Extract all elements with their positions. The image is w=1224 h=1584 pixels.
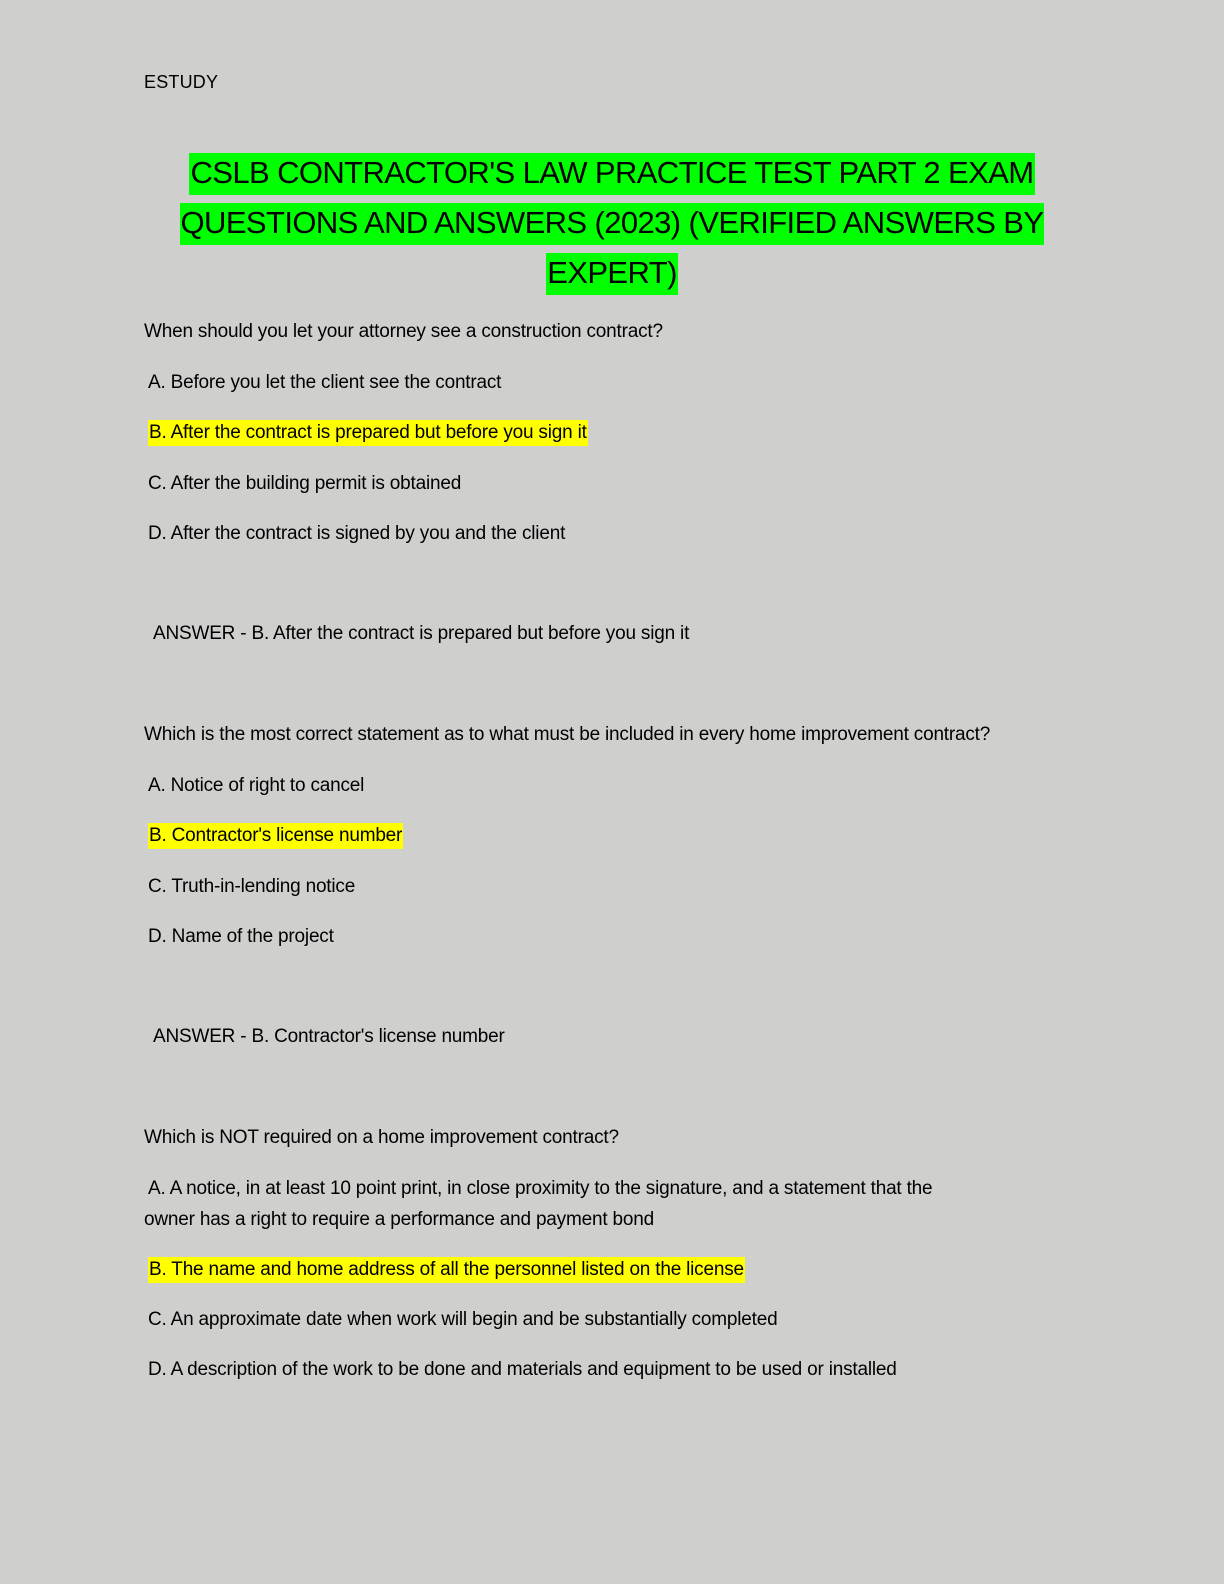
highlight: B. Contractor's license number [148,823,403,849]
highlight: B. The name and home address of all the personnel listed on the license [148,1257,745,1283]
question-3: Which is NOT required on a home improvement contract? [144,1127,619,1148]
q2-option-b-highlighted [148,825,403,847]
document-title [150,148,1074,298]
q3-option-a [144,1173,1044,1235]
q1-answer: ANSWER - B. After the contract is prepared but before you sign it [153,623,690,644]
q2-option-d: D. Name of the project [148,926,334,947]
question-2: Which is the most correct statement as to what must be included in every home improvement contract? [144,724,991,745]
brand-header: ESTUDY [144,72,219,92]
q1-option-b-highlighted [148,422,588,444]
question-1: When should you let your attorney see a construction contract? [144,321,663,342]
q3-option-d: D. A description of the work to be done and materials and equipment to be used or installed [148,1359,897,1380]
q3-option-c: C. An approximate date when work will begin and be substantially completed [148,1309,778,1330]
q2-option-c: C. Truth-in-lending notice [148,876,356,897]
q3-option-b-highlighted [148,1259,745,1281]
highlight: B. After the contract is prepared but before you sign it [148,420,588,446]
q2-option-a: A. Notice of right to cancel [148,775,365,796]
title-line-3: EXPERT) [546,253,678,295]
q1-option-a: A. Before you let the client see the contract [148,372,502,393]
title-line-1: CSLB CONTRACTOR'S LAW PRACTICE TEST PART 2 EXAM [189,153,1034,195]
q3-option-a-line-1: A. A notice, in at least 10 point print, in close proximity to the signature, and a statement that the [148,1178,933,1199]
q3-option-a-line-2: owner has a right to require a performance and payment bond [144,1209,654,1230]
title-line-2: QUESTIONS AND ANSWERS (2023) (VERIFIED ANSWERS BY [180,203,1045,245]
q1-option-c: C. After the building permit is obtained [148,473,462,494]
q1-option-d: D. After the contract is signed by you and the client [148,523,566,544]
q2-answer: ANSWER - B. Contractor's license number [153,1026,505,1047]
